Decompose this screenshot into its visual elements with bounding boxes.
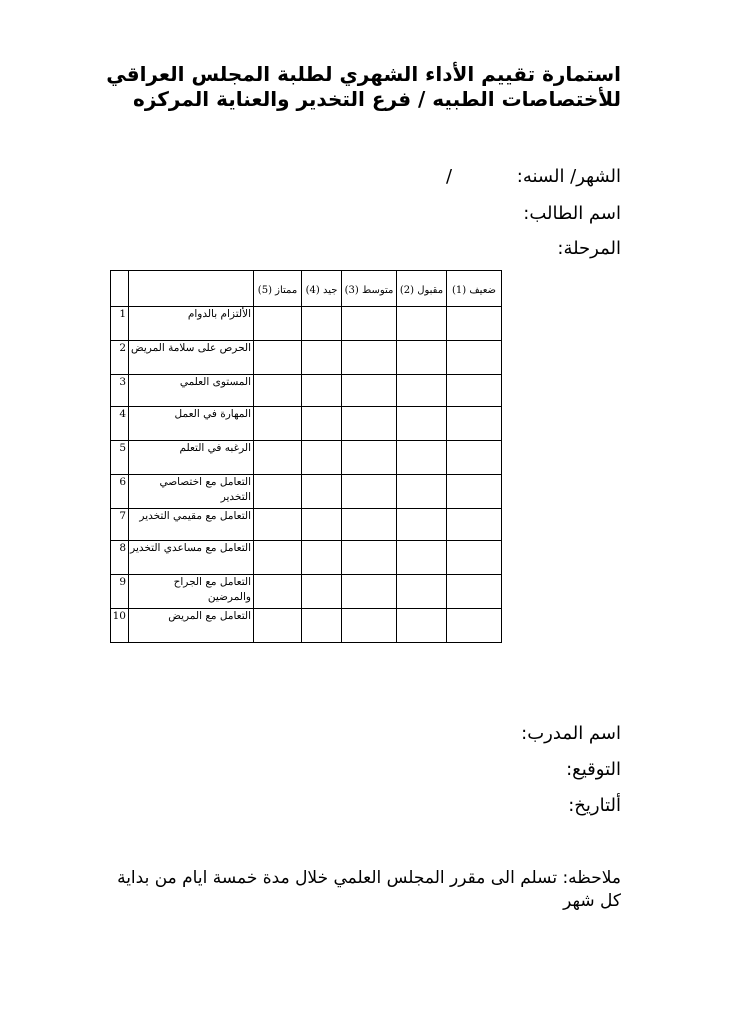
table-row: [111, 341, 502, 375]
form-title: [81, 62, 621, 112]
grade-input-cell[interactable]: [447, 575, 502, 609]
grade-input-cell[interactable]: [342, 541, 397, 575]
grade-input-cell[interactable]: [342, 575, 397, 609]
criterion-cell: الرغبه في التعلم: [129, 441, 254, 475]
criterion-cell: التعامل مع اختصاصي التخدير: [129, 475, 254, 509]
grade-input-cell[interactable]: [254, 609, 302, 643]
row-number-cell: 7: [111, 509, 129, 541]
grade-input-cell[interactable]: [254, 375, 302, 407]
criterion-cell: الألتزام بالدوام: [129, 307, 254, 341]
grade-input-cell[interactable]: [397, 341, 447, 375]
row-number-cell: 8: [111, 541, 129, 575]
grade-header-excellent: ممتاز (5): [254, 271, 302, 307]
grade-header-weak: ضعيف (1): [447, 271, 502, 307]
grade-input-cell[interactable]: [302, 407, 342, 441]
grade-input-cell[interactable]: [397, 407, 447, 441]
grade-input-cell[interactable]: [302, 341, 342, 375]
grade-input-cell[interactable]: [254, 509, 302, 541]
grade-input-cell[interactable]: [254, 407, 302, 441]
grade-input-cell[interactable]: [447, 609, 502, 643]
grade-input-cell[interactable]: [302, 307, 342, 341]
form-title-line-1: استمارة تقييم الأداء الشهري لطلبة المجلس العراقي: [106, 62, 621, 86]
criterion-cell: المهارة في العمل: [129, 407, 254, 441]
row-number-cell: 2: [111, 341, 129, 375]
signature-label: التوقيع:: [566, 759, 621, 780]
date-label: ألتاريخ:: [568, 795, 621, 816]
grade-input-cell[interactable]: [302, 475, 342, 509]
row-number-cell: 5: [111, 441, 129, 475]
grade-input-cell[interactable]: [342, 441, 397, 475]
grade-input-cell[interactable]: [397, 575, 447, 609]
month-year-label: الشهر/ السنه:: [516, 166, 621, 187]
criterion-cell: المستوى العلمي: [129, 375, 254, 407]
grade-input-cell[interactable]: [302, 609, 342, 643]
grade-input-cell[interactable]: [447, 509, 502, 541]
grade-input-cell[interactable]: [342, 509, 397, 541]
stage-label: المرحلة:: [557, 238, 621, 259]
table-row: [111, 375, 502, 407]
grade-header-acceptable: مقبول (2): [397, 271, 447, 307]
grade-input-cell[interactable]: [397, 307, 447, 341]
grade-input-cell[interactable]: [447, 375, 502, 407]
criterion-cell: التعامل مع المريض: [129, 609, 254, 643]
grade-input-cell[interactable]: [342, 341, 397, 375]
grade-input-cell[interactable]: [342, 307, 397, 341]
grade-input-cell[interactable]: [397, 541, 447, 575]
grade-input-cell[interactable]: [342, 407, 397, 441]
grade-input-cell[interactable]: [302, 509, 342, 541]
row-number-cell: 1: [111, 307, 129, 341]
grade-header-average: متوسط (3): [342, 271, 397, 307]
criterion-cell: التعامل مع مساعدي التخدير: [129, 541, 254, 575]
grade-input-cell[interactable]: [397, 609, 447, 643]
header-criterion-cell: [129, 271, 254, 307]
student-name-label: اسم الطالب:: [523, 203, 621, 224]
table-row: [111, 509, 502, 541]
table-header-row: [111, 271, 502, 307]
criterion-cell: التعامل مع الجراح والمرضين: [129, 575, 254, 609]
table-row: [111, 609, 502, 643]
grade-input-cell[interactable]: [447, 307, 502, 341]
grade-input-cell[interactable]: [397, 375, 447, 407]
criterion-cell: الحرص على سلامة المريض: [129, 341, 254, 375]
grade-input-cell[interactable]: [342, 475, 397, 509]
grade-input-cell[interactable]: [397, 441, 447, 475]
table-row: [111, 475, 502, 509]
month-year-slash: /: [446, 166, 453, 187]
row-number-cell: 6: [111, 475, 129, 509]
evaluation-table: [110, 270, 502, 643]
row-number-cell: 9: [111, 575, 129, 609]
grade-input-cell[interactable]: [254, 475, 302, 509]
row-number-cell: 4: [111, 407, 129, 441]
grade-input-cell[interactable]: [302, 541, 342, 575]
grade-input-cell[interactable]: [342, 375, 397, 407]
criterion-cell: التعامل مع مقيمي التخدير: [129, 509, 254, 541]
header-num-cell: [111, 271, 129, 307]
grade-input-cell[interactable]: [447, 441, 502, 475]
trainer-name-label: اسم المدرب:: [521, 723, 621, 744]
table-row: [111, 541, 502, 575]
note-text: ملاحظه: تسلم الى مقرر المجلس العلمي خلال مدة خمسة ايام من بداية كل شهر: [117, 868, 621, 911]
row-number-cell: 10: [111, 609, 129, 643]
grade-input-cell[interactable]: [447, 407, 502, 441]
grade-input-cell[interactable]: [254, 441, 302, 475]
grade-input-cell[interactable]: [342, 609, 397, 643]
grade-input-cell[interactable]: [254, 307, 302, 341]
form-title-line-2: للأختصاصات الطبيه / فرع التخدير والعناية المركزه: [133, 87, 621, 111]
grade-input-cell[interactable]: [447, 541, 502, 575]
grade-input-cell[interactable]: [302, 375, 342, 407]
grade-header-good: جيد (4): [302, 271, 342, 307]
grade-input-cell[interactable]: [397, 475, 447, 509]
grade-input-cell[interactable]: [397, 509, 447, 541]
grade-input-cell[interactable]: [302, 441, 342, 475]
grade-input-cell[interactable]: [447, 475, 502, 509]
grade-input-cell[interactable]: [447, 341, 502, 375]
grade-input-cell[interactable]: [302, 575, 342, 609]
grade-input-cell[interactable]: [254, 341, 302, 375]
table-row: [111, 575, 502, 609]
table-row: [111, 407, 502, 441]
table-row: [111, 441, 502, 475]
row-number-cell: 3: [111, 375, 129, 407]
grade-input-cell[interactable]: [254, 541, 302, 575]
table-row: [111, 307, 502, 341]
grade-input-cell[interactable]: [254, 575, 302, 609]
